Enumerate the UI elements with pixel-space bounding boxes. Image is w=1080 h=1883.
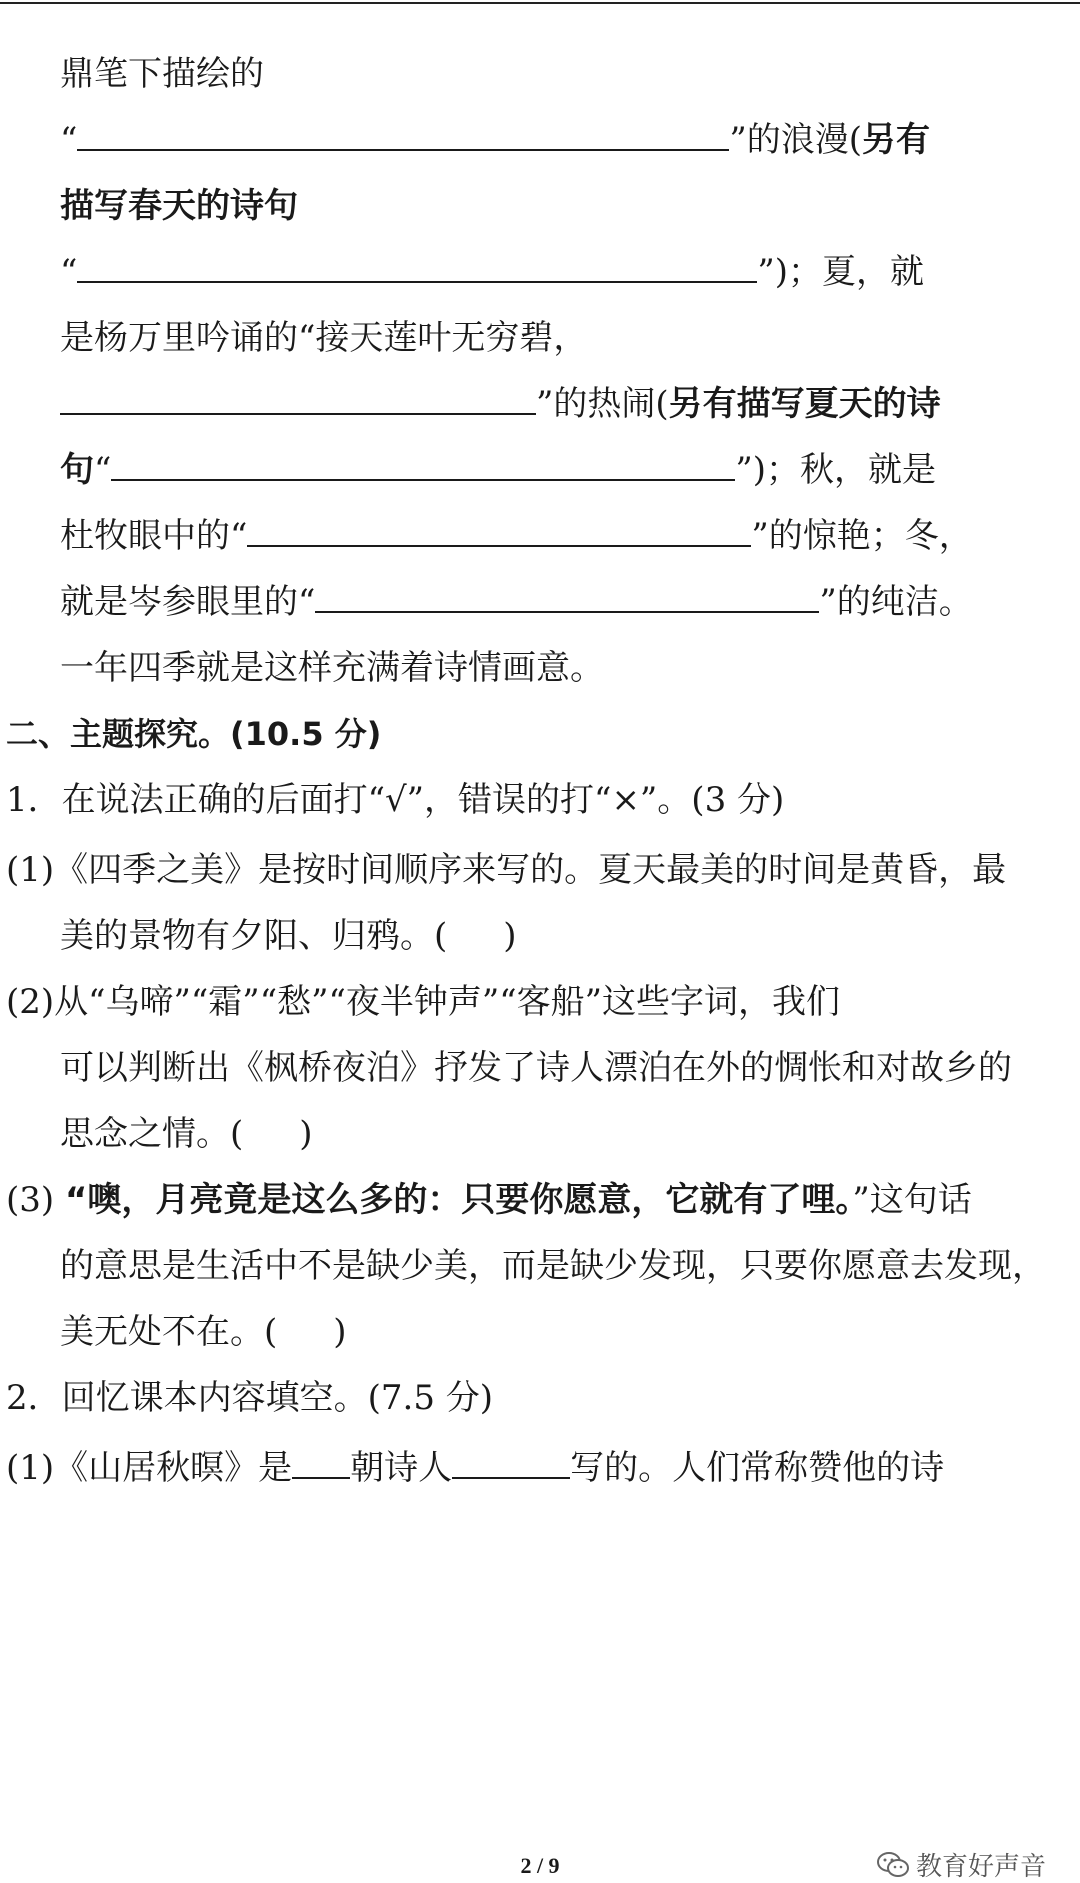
- question-1-title: 1．在说法正确的后面打“√”，错误的打“×”。(3 分): [6, 780, 785, 820]
- q1-1-line-a: (1)《四季之美》是按时间顺序来写的。夏天最美的时间是黄昏，最: [6, 850, 1007, 890]
- fill-blank-spring-1[interactable]: [77, 119, 729, 151]
- question-2-title: 2．回忆课本内容填空。(7.5 分): [6, 1378, 494, 1418]
- fill-blank-poet[interactable]: [452, 1447, 570, 1479]
- text-line-3: 描写春天的诗句: [60, 186, 298, 226]
- text-line-5: 是杨万里吟诵的“接天莲叶无穷碧，: [60, 318, 588, 358]
- q1-3-line-b: 的意思是生活中不是缺少美，而是缺少发现，只要你愿意去发现，: [60, 1246, 1046, 1286]
- q1-2-line-c: 思念之情。( ): [60, 1114, 313, 1154]
- fill-blank-autumn[interactable]: [247, 515, 751, 547]
- q1-3-line-a: (3) “噢，月亮竟是这么多的：只要你愿意，它就有了哩。”这句话: [6, 1180, 972, 1220]
- q1-2-line-a: (2)从“乌啼”“霜”“愁”“夜半钟声”“客船”这些字词，我们: [6, 982, 840, 1022]
- fill-blank-summer-1[interactable]: [60, 383, 536, 415]
- text-line-4: “ ”)；夏，就: [60, 252, 925, 292]
- text-line-6: ”的热闹(另有描写夏天的诗: [60, 382, 941, 426]
- section-2-title: 二、主题探究。(10.5 分): [6, 715, 382, 753]
- text-line-7: 句“ ”)；秋，就是: [60, 450, 937, 490]
- fill-blank-spring-2[interactable]: [77, 251, 757, 283]
- text-line-10: 一年四季就是这样充满着诗情画意。: [60, 648, 604, 688]
- fill-blank-summer-2[interactable]: [111, 449, 735, 481]
- fill-blank-dynasty[interactable]: [292, 1447, 350, 1479]
- fill-blank-winter[interactable]: [315, 581, 819, 613]
- q2-1-line: (1)《山居秋暝》是 朝诗人 写的。人们常称赞他的诗: [6, 1448, 945, 1488]
- q1-3-line-c: 美无处不在。( ): [60, 1312, 347, 1352]
- q1-2-line-b: 可以判断出《枫桥夜泊》抒发了诗人漂泊在外的惆怅和对故乡的: [60, 1048, 1012, 1088]
- text-line-9: 就是岑参眼里的“ ”的纯洁。: [60, 582, 973, 622]
- page-number: 2 / 9: [520, 1853, 560, 1878]
- top-rule: [0, 2, 1080, 4]
- text-line-2: “ ”的浪漫(另有: [60, 120, 931, 160]
- q1-1-line-b: 美的景物有夕阳、归鸦。( ): [60, 916, 517, 956]
- watermark: 教育好声音: [876, 1846, 1046, 1883]
- text-line-1: 鼎笔下描绘的: [60, 54, 264, 94]
- text-line-8: 杜牧眼中的“ ”的惊艳；冬，: [60, 516, 973, 556]
